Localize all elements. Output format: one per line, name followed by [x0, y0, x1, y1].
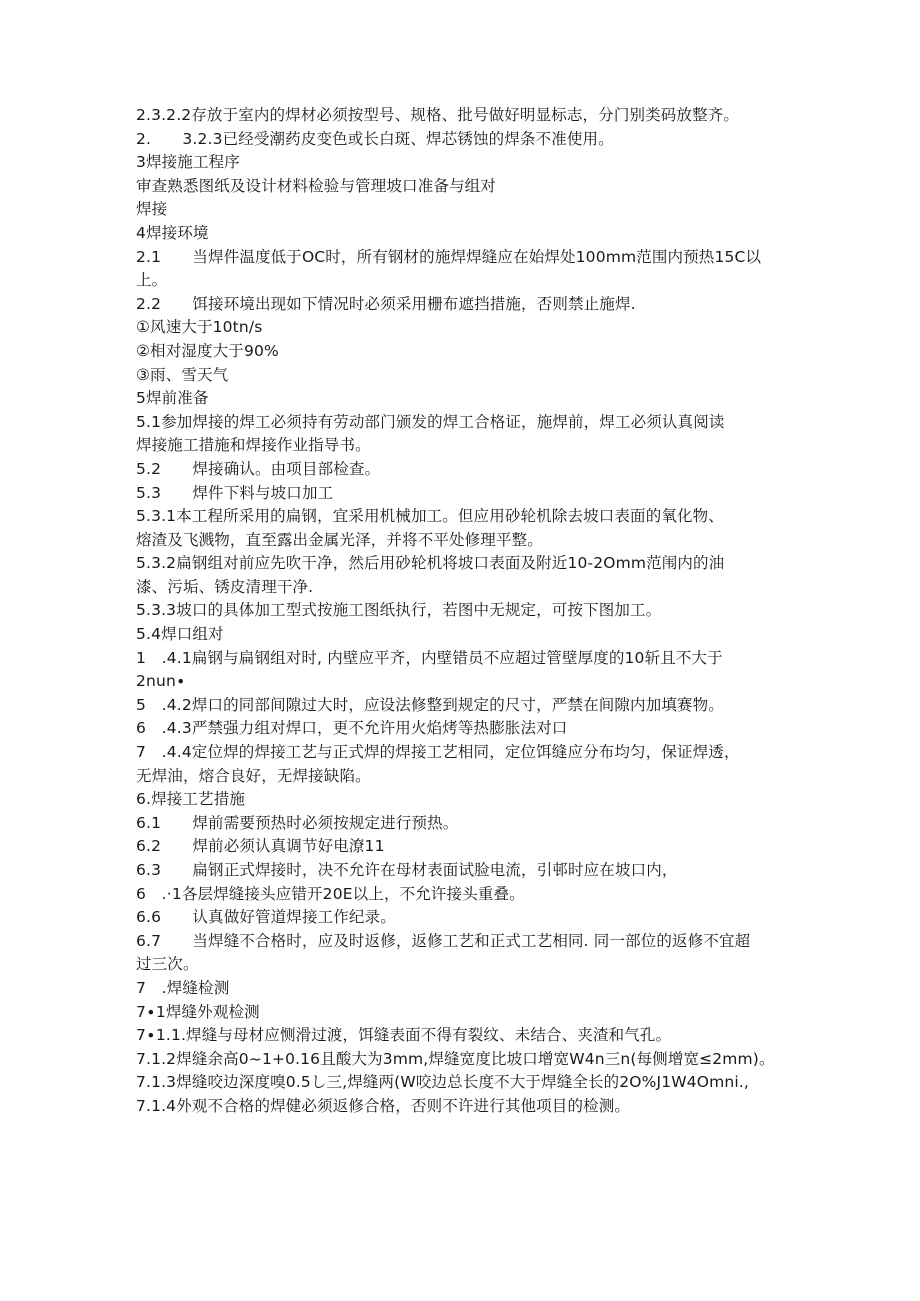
- text-line: 6 .·1各层焊缝接头应错开20E以上，不允许接头重叠。: [136, 884, 525, 903]
- text-line: 过三次。: [136, 955, 199, 974]
- text-line: 7.1.2焊缝余高0~1+0.16且酸大为3mm,焊缝宽度比坡口增宽W4n三n(每侧增宽≤2mm)。: [136, 1049, 775, 1068]
- text-line: 5.3.3坡口的具体加工型式按施工图纸执行，若图中无规定，可按下图加工。: [136, 601, 662, 620]
- section-heading: 3焊接施工程序: [136, 153, 240, 172]
- text-line: 7 .4.4定位焊的焊接工艺与正式焊的焊接工艺相同，定位饵缝应分布均匀，保证焊透，: [136, 743, 740, 762]
- text-line: 焊接: [136, 200, 168, 219]
- text-line: 5 .4.2焊口的同部间隙过大时，应设法修整到规定的尺寸，严禁在间隙内加填赛物。: [136, 695, 724, 714]
- document-body: [136, 104, 796, 1119]
- text-line: 7∙1.1.焊缝与母材应恻滑过渡，饵缝表面不得有裂纹、未结合、夹渣和气孔。: [136, 1026, 672, 1045]
- text-line: 6 .4.3严禁强力组对焊口，更不允许用火焰烤等热膨胀法对口: [136, 719, 568, 738]
- text-line: 5.3.1本工程所采用的扁钢，宜采用机械加工。但应用砂轮机除去坡口表面的氧化物、: [136, 507, 724, 526]
- text-line: 2.2 饵接环境出现如下情况时必须采用栅布遮挡措施，否则禁止施焊.: [136, 294, 636, 313]
- text-line: 2. 3.2.3已经受潮药皮变色或长白斑、焊芯锈蚀的焊条不准使用。: [136, 129, 614, 148]
- text-line: 5.1参加焊接的焊工必须持有劳动部门颁发的焊工合格证，施焊前，焊工必须认真阅读: [136, 412, 725, 431]
- section-heading: 4焊接环境: [136, 223, 209, 242]
- text-line: 6.3 扁钢正式焊接时，决不允许在母材表面试脸电流，引邨时应在坡口内，: [136, 861, 678, 879]
- text-line: 无焊油，熔合良好，无焊接缺陷。: [136, 766, 371, 785]
- text-line: 6.2 焊前必须认真调节好电潦11: [136, 837, 385, 856]
- text-line: 6.7 当焊缝不合格时，应及时返修，返修工艺和正式工艺相同. 同一部位的返修不宜超: [136, 931, 751, 950]
- list-item: ①风速大于10tn∕s: [136, 318, 263, 337]
- text-line: 6.6 认真做好管道焊接工作纪录。: [136, 908, 396, 927]
- section-heading: 5焊前准备: [136, 389, 209, 408]
- text-line: 2nun∙: [136, 672, 186, 691]
- text-line: 5.2 焊接确认。由项目部检查。: [136, 459, 381, 478]
- text-line: 2.3.2.2存放于室内的焊材必须按型号、规格、批号做好明显标志，分门别类码放整齐。: [136, 106, 740, 124]
- text-line: 熔渣及飞溅物，直至露出金属光泽，并将不平处修理平整。: [136, 530, 543, 549]
- text-line: 5.3 焊件下料与坡口加工: [136, 483, 334, 502]
- text-line: 7.1.4外观不合格的焊健必须返修合格，否则不许进行其他项目的检测。: [136, 1096, 631, 1115]
- text-line: 审查熟悉图纸及设计材料检验与管理坡口准备与组对: [136, 176, 496, 195]
- list-item: ③雨、雪天气: [136, 365, 229, 384]
- section-heading: 7∙1焊缝外观检测: [136, 1002, 260, 1021]
- text-line: 1 .4.1扁钢与扁钢组对时, 内壁应平齐，内壁错员不应超过管壁厚度的10斩且不大于: [136, 648, 723, 667]
- text-line: 上。: [136, 271, 168, 290]
- text-line: 漆、污垢、锈皮清理干净.: [136, 577, 314, 596]
- list-item: ②相对湿度大于90%: [136, 341, 279, 360]
- section-heading: 6.焊接工艺措施: [136, 790, 245, 809]
- text-line: 6.1 焊前需要预热时必须按规定进行预热。: [136, 813, 459, 832]
- section-heading: 7 .焊缝检测: [136, 978, 230, 997]
- text-line: 5.3.2扁钢组对前应先吹干净，然后用砂轮机将坡口表面及附近10-2Omm范闱内的油: [136, 554, 725, 573]
- text-line: 焊接施工措施和焊接作业指导书。: [136, 436, 371, 455]
- text-line: 2.1 当焊件温度低于OC时，所有钢材的施焊焊缝应在始焊处100mm范围内预热15C以: [136, 247, 762, 266]
- section-heading: 5.4焊口组对: [136, 625, 224, 644]
- text-line: 7.1.3焊缝咬边深度嗅0.5し三,焊缝两(W咬边总长度不大于焊缝全长的2O%J1W4Omni.,: [136, 1073, 749, 1092]
